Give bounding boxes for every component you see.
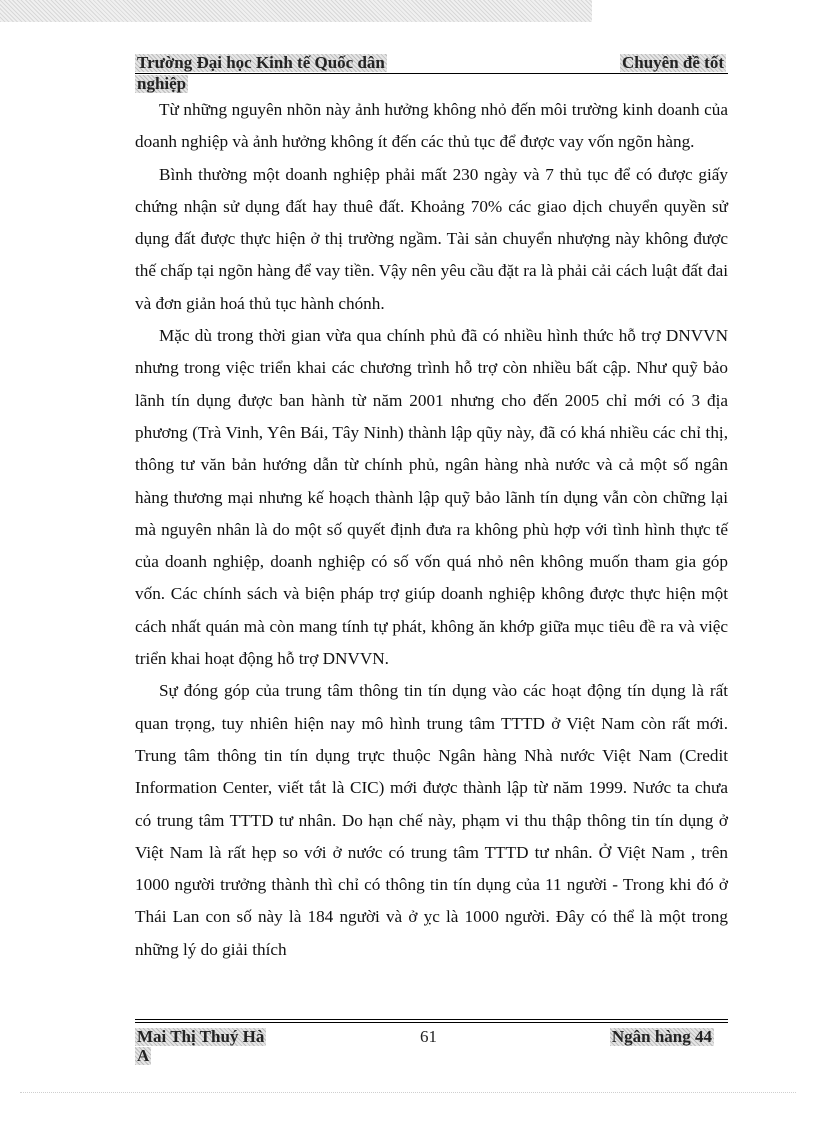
footer-rule-bottom (135, 1022, 728, 1023)
paragraph-2: Bình thường một doanh nghiệp phải mất 230 ngày và 7 thủ tục để có được giấy chứng nhận sử dụng đất hay thuê đất. Khoảng 70% các giao dịch chuyển quyền sử dụng đất được thực hiện ở thị trường ngầm. Tài sản chuyển nhượng này không được thế chấp tại ngõn hàng để vay tiền. Vậy nên yêu cầu đặt ra là phải cải cách luật đất đai và đơn giản hoá thủ tục hành chónh. (135, 164, 728, 313)
header-school-name: Trường Đại học Kinh tế Quốc dân (137, 53, 385, 72)
footer-class-wrap: A (137, 1046, 150, 1065)
paragraph-1: Từ những nguyên nhõn này ảnh hưởng không nhỏ đến môi trường kinh doanh của doanh nghiệp và ảnh hưởng không ít đến các thủ tục để được vay vốn ngõn hàng. (135, 100, 728, 152)
page-body (135, 94, 728, 966)
bottom-dotted-border (20, 1092, 796, 1093)
paragraph-4: Sự đóng góp của trung tâm thông tin tín dụng vào các hoạt động tín dụng là rất quan trọng, tuy nhiên hiện nay mô hình trung tâm TTTD ở Việt Nam còn rất mới. Trung tâm thông tin tín dụng trực thuộc Ngân hàng Nhà nước Việt Nam (Credit Information Center, viết tắt là CIC) mới được thành lập từ năm 1999. Nước ta chưa có trung tâm TTTD tư nhân. Do hạn chế này, phạm vi thu thập thông tin tín dụng ở Việt Nam là rất hẹp so với ở nước có trung tâm TTTD tư nhân. Ở Việt Nam , trên 1000 người trưởng thành thì chỉ có thông tin tín dụng của 11 người - Trong khi đó ở Thái Lan con số này là 184 người và ở ỵc là 1000 người. Đây có thể là một trong những lý do giải thích (135, 681, 728, 959)
paragraph-3: Mặc dù trong thời gian vừa qua chính phủ đã có nhiều hình thức hỗ trợ DNVVN nhưng trong việc triển khai các chương trình hỗ trợ còn nhiều bất cập. Như quỹ bảo lãnh tín dụng được ban hành từ năm 2001 nhưng cho đến 2005 chỉ mới có 3 địa phương (Trà Vinh, Yên Bái, Tây Ninh) thành lập qũy này, đã có khá nhiều các chỉ thị, thông tư văn bản hướng dẫn từ chính phủ, ngân hàng nhà nước và cả một số ngân hàng thương mại nhưng kế hoạch thành lập quỹ bảo lãnh tín dụng vẫn còn chững lại mà nguyên nhân là do một số quyết định đưa ra không phù hợp với tình hình thực tế của doanh nghiệp, doanh nghiệp có số vốn quá nhỏ nên không muốn tham gia góp vốn. Các chính sách và biện pháp trợ giúp doanh nghiệp không được thực hiện một cách nhất quán mà còn mang tính tự phát, không ăn khớp giữa mục tiêu đề ra và việc triển khai hoạt động hỗ trợ DNVVN. (135, 326, 728, 669)
footer-rule-top (135, 1019, 728, 1020)
page-header (135, 54, 728, 94)
header-document-type: Chuyên đề tốt (621, 53, 724, 72)
header-rule (135, 73, 728, 74)
footer-author: Mai Thị Thuý Hà (137, 1027, 265, 1046)
page-number: 61 (420, 1027, 437, 1046)
header-document-type-wrap: nghiệp (137, 74, 187, 93)
page-footer (135, 1019, 728, 1067)
footer-class: Ngân hàng 44 (611, 1027, 712, 1046)
top-shaded-bar (0, 0, 592, 22)
